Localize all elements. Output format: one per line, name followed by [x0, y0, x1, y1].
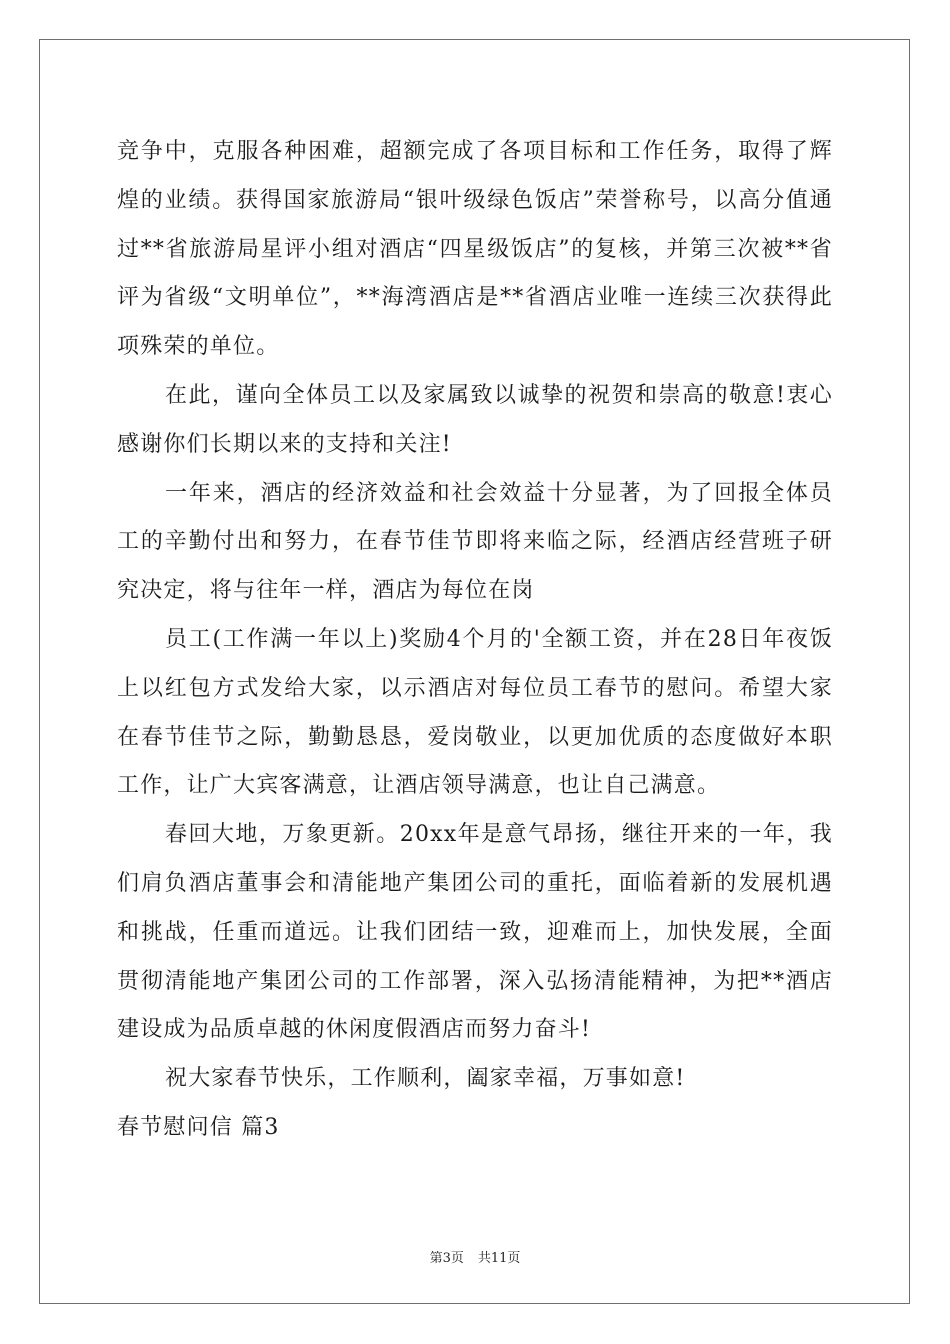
- paragraph-outlook: 春回大地，万象更新。20xx年是意气昂扬，继往开来的一年，我们肩负酒店董事会和清能地产集团公司的重托，面临着新的发展机遇和挑战，任重而道远。让我们团结一致，迎难而上，加快发展，全面贯彻清能地产集团公司的工作部署，深入弘扬清能精神，为把**酒店建设成为品质卓越的休闲度假酒店而努力奋斗!: [117, 822, 833, 1043]
- paragraph-greeting: 祝大家春节快乐，工作顺利，阖家幸福，万事如意!: [165, 1066, 686, 1092]
- document-body: [117, 128, 833, 1153]
- paragraph-continuation: 竞争中，克服各种困难，超额完成了各项目标和工作任务，取得了辉煌的业绩。获得国家旅游局“银叶级绿色饭店”荣誉称号，以高分值通过**省旅游局星评小组对酒店“四星级饭店”的复核，并第三次被**省评为省级“文明单位”，**海湾酒店是**省酒店业唯一连续三次获得此项殊荣的单位。: [117, 139, 833, 360]
- page-footer: [0, 1247, 950, 1266]
- paragraph-gratitude: 在此，谨向全体员工以及家属致以诚挚的祝贺和崇高的敬意!衷心感谢你们长期以来的支持和关注!: [117, 382, 833, 457]
- paragraph-year-review: 一年来，酒店的经济效益和社会效益十分显著，为了回报全体员工的辛勤付出和努力，在春节佳节即将来临之际，经酒店经营班子研究决定，将与往年一样，酒店为每位在岗: [117, 480, 833, 604]
- paragraph-bonus: 员工(工作满一年以上)奖励4个月的'全额工资，并在28日年夜饭上以红包方式发给大家，以示酒店对每位员工春节的慰问。希望大家在春节佳节之际，勤勤恳恳，爱岗敬业，以更加优质的态度做好本职工作，让广大宾客满意，让酒店领导满意，也让自己满意。: [117, 626, 833, 799]
- page-total: 共11页: [477, 1251, 521, 1266]
- section-heading: 春节慰问信 篇3: [117, 1114, 280, 1140]
- page-number: 第3页: [429, 1251, 464, 1266]
